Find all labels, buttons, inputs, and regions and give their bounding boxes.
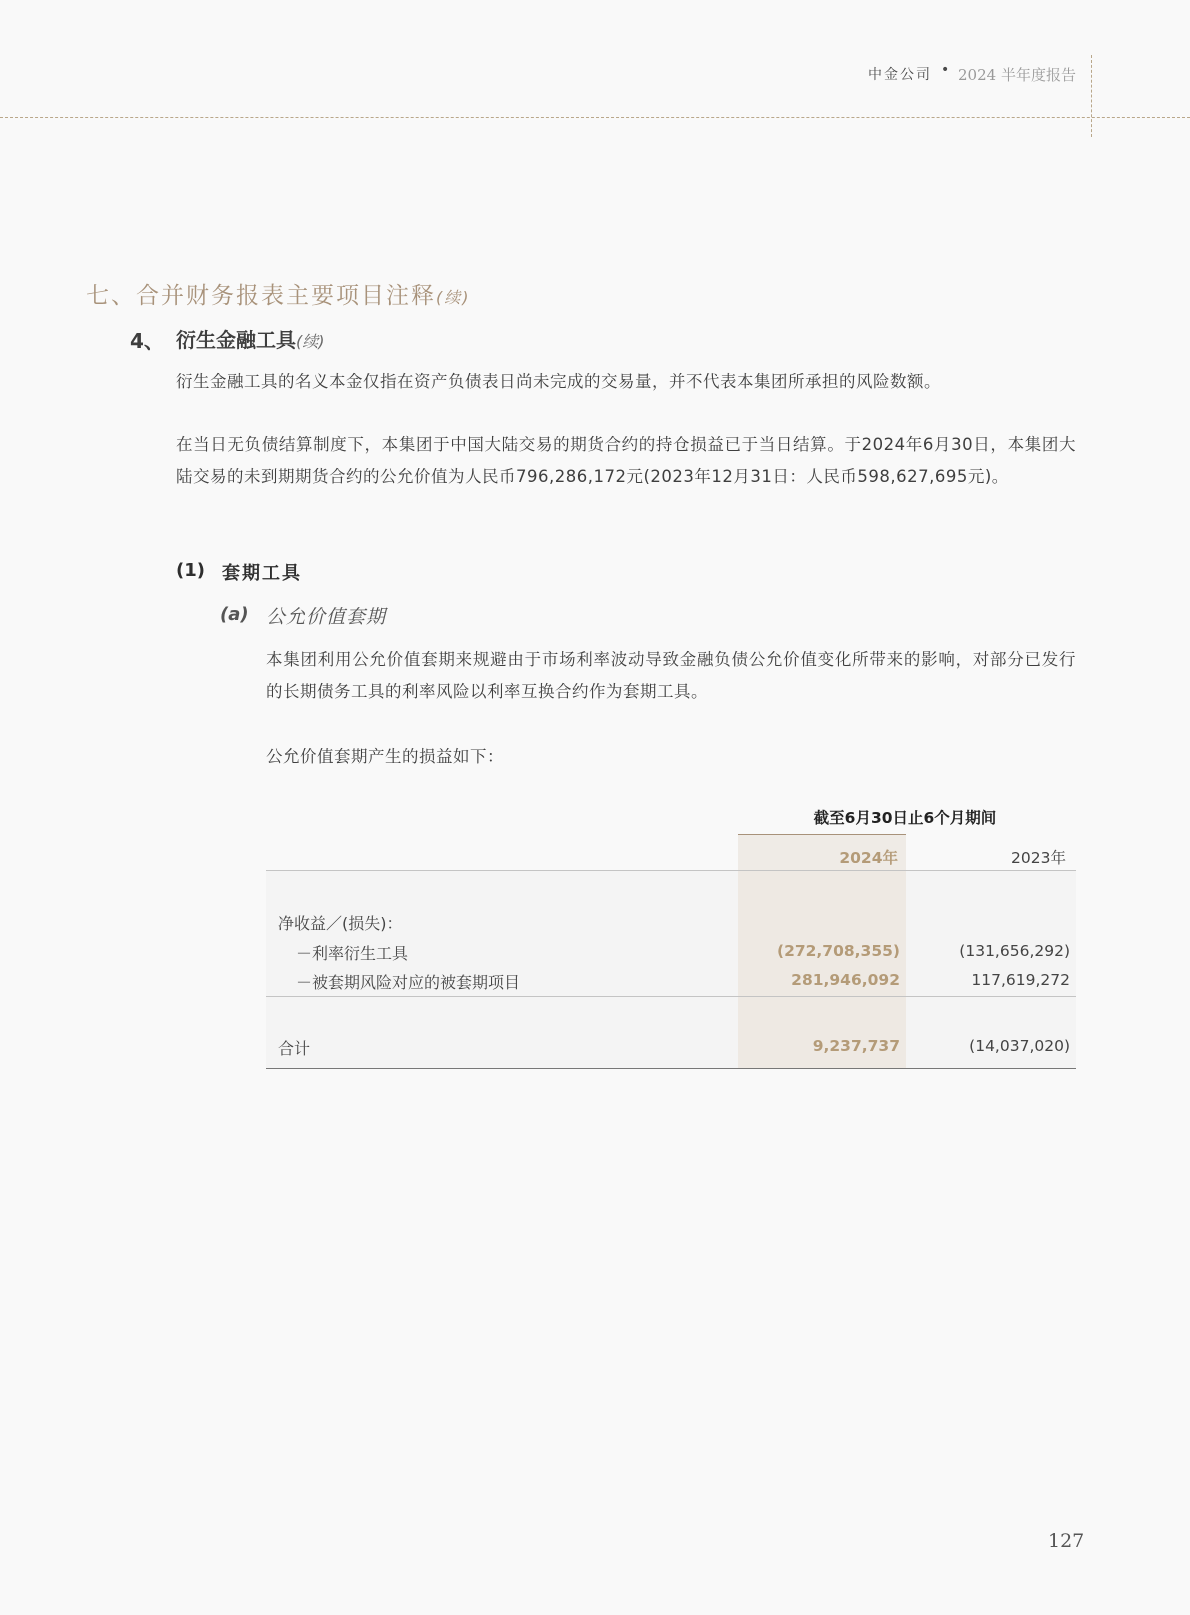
table-period-header: 截至6月30日止6个月期间 <box>813 809 997 827</box>
item-a-number: (a) <box>220 604 249 625</box>
header-separator: • <box>941 62 950 78</box>
header-report-title: 2024 半年度报告 <box>958 66 1076 84</box>
paragraph-table-intro: 公允价值套期产生的损益如下： <box>266 747 504 766</box>
table-total-2023: (14,037,020) <box>969 1037 1070 1055</box>
item-a-title: 公允价值套期 <box>266 606 387 628</box>
table-cell-2024: 281,946,092 <box>791 971 900 989</box>
item-1-number: (1) <box>176 560 205 581</box>
table-header-2024: 2024年 <box>839 849 898 867</box>
subsection-title-text: 衍生金融工具 <box>176 328 296 352</box>
table-cell-2023: 117,619,272 <box>971 971 1070 989</box>
table-total-label: 合计 <box>278 1039 311 1058</box>
paragraph-notional: 衍生金融工具的名义本金仅指在资产负债表日尚未完成的交易量，并不代表本集团所承担的风险数额。 <box>176 372 941 391</box>
table-cell-2024: (272,708,355) <box>776 942 900 960</box>
table-header-2023: 2023年 <box>1011 849 1066 867</box>
page-number: 127 <box>1048 1530 1085 1552</box>
table-total-2024: 9,237,737 <box>812 1037 900 1055</box>
item-1-title: 套期工具 <box>222 563 302 584</box>
paragraph-fair-value-hedge: 本集团利用公允价值套期来规避由于市场利率波动导致金融负债公允价值变化所带来的影响，对部分已发行的长期债务工具的利率风险以利率互换合约作为套期工具。 <box>266 650 1076 701</box>
subsection-continued: (续) <box>296 332 325 351</box>
header-company: 中金公司 <box>868 67 932 83</box>
table-row-label: －被套期风险对应的被套期项目 <box>296 973 521 992</box>
header-dashed-marker <box>1091 55 1092 137</box>
section-title-text: 七、合并财务报表主要项目注释 <box>86 283 436 309</box>
section-title <box>86 277 471 310</box>
table-row-label: －利率衍生工具 <box>296 944 409 963</box>
subsection-title <box>176 324 325 353</box>
table-bottom-rule <box>266 1068 1076 1069</box>
section-continued: (续) <box>436 288 471 307</box>
table-row-label: 净收益／(损失)： <box>278 914 403 933</box>
header-dashed-rule <box>0 117 1190 118</box>
table-header-rule <box>266 870 1076 871</box>
subsection-number: 4、 <box>130 329 164 353</box>
table-subtotal-rule <box>266 996 1076 997</box>
paragraph-futures: 在当日无负债结算制度下，本集团于中国大陆交易的期货合约的持仓损益已于当日结算。于2024年6月30日，本集团大陆交易的未到期期货合约的公允价值为人民币796,286,172元(2023年12月31日：人民币598,627,695元)。 <box>176 435 1076 486</box>
table-cell-2023: (131,656,292) <box>959 942 1070 960</box>
table-period-rule <box>738 834 906 835</box>
